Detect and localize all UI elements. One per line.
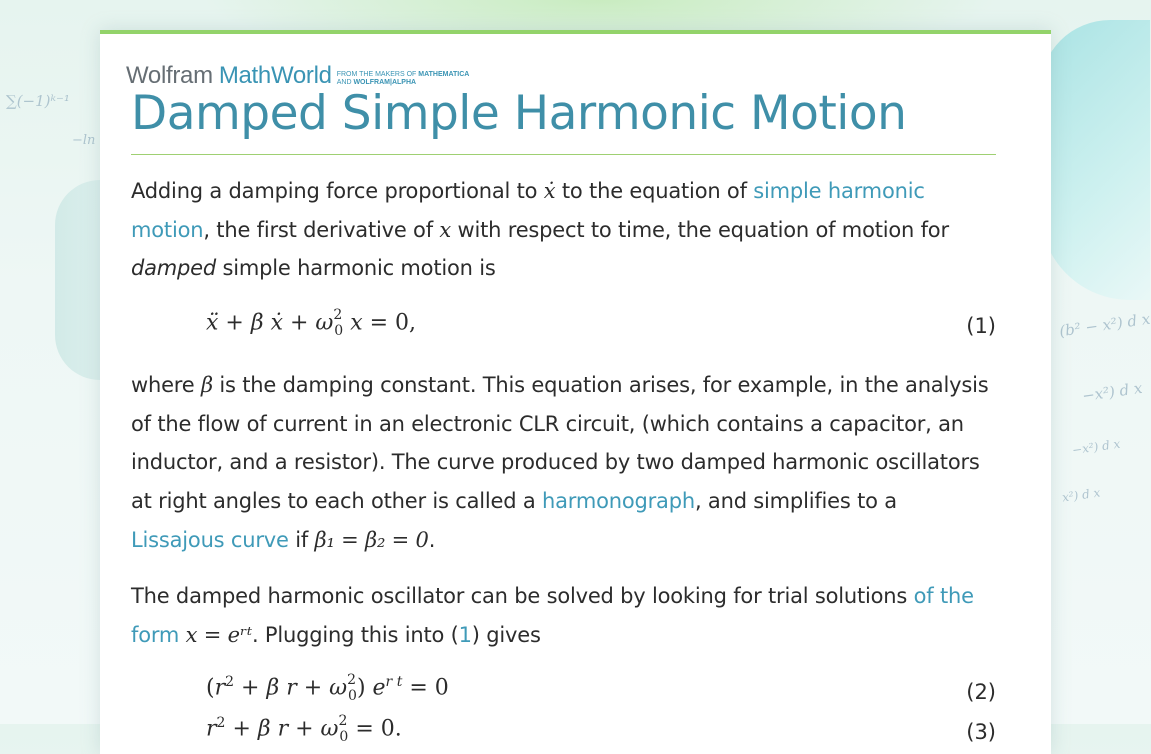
- background-formula-right-2: −x²) d x: [1080, 378, 1143, 406]
- title-divider: [131, 154, 996, 155]
- background-formula-sum: ∑(−1)ᵏ⁻¹: [6, 92, 70, 110]
- paragraph-intro: Adding a damping force proportional to ẋ to the equation of simple harmonic motion, the first derivative of x with respect to time, the equation of motion for damped simple harmonic motion is: [131, 179, 949, 281]
- paragraph-trial-solution: The damped harmonic oscillator can be solved by looking for trial solutions of the form x = eʳᵗ. Plugging this into (1) gives: [131, 584, 974, 647]
- equation-1-number: (1): [966, 314, 996, 338]
- link-harmonograph[interactable]: harmonograph: [541, 489, 695, 514]
- article-card: [100, 30, 1051, 754]
- background-formula-right-3: −x²) d x: [1070, 436, 1121, 458]
- math-trial-solution: x = eʳᵗ: [185, 622, 252, 647]
- equation-2-number: (2): [966, 680, 996, 704]
- background-formula-ln: −ln: [72, 133, 96, 148]
- background-formula-right-1: (b² − x²) d x: [1057, 309, 1151, 341]
- logo-wolfram-text: Wolfram: [126, 62, 213, 89]
- math-x: x: [439, 217, 452, 242]
- link-simple-harmonic-motion[interactable]: simple harmonic motion: [131, 179, 925, 242]
- equation-3-number: (3): [966, 720, 996, 744]
- equation-1: ẍ + β ẋ + $\omega^2_0$ x = 0,: [206, 307, 417, 339]
- background-formula-right-4: x²) d x: [1060, 485, 1101, 505]
- math-x-dot: ẋ: [543, 179, 556, 203]
- logo-mathworld-text: MathWorld: [218, 62, 332, 89]
- link-lissajous-curve[interactable]: Lissajous curve: [131, 527, 289, 552]
- logo-tagline: FROM THE MAKERS OF MATHEMATICA AND WOLFRAM|ALPHA: [336, 71, 470, 86]
- page-title: Damped Simple Harmonic Motion: [131, 86, 907, 141]
- math-beta-condition: β₁ = β₂ = 0: [314, 527, 429, 552]
- background-decoration-right: [1040, 20, 1150, 300]
- link-equation-1[interactable]: 1: [458, 622, 472, 647]
- equation-3: $r^2 + \beta$ $r + \omega^2_0 = 0$.: [206, 713, 402, 745]
- paragraph-damping-constant: where β is the damping constant. This equation arises, for example, in the analysis of the flow of current in an electronic CLR circuit, (which contains a capacitor, an inductor, and a resistor). The curve produced by two damped harmonic oscillators at right angles to each other is called a harmonograph, and simplifies to a Lissajous curve if β₁ = β₂ = 0.: [131, 373, 989, 552]
- link-of-the-form[interactable]: of the form: [131, 584, 974, 647]
- math-beta: β: [200, 373, 213, 397]
- equation-2: ($r^2 + \beta$ $r + \omega^2_0$) $e^{r t} = 0$: [206, 672, 449, 704]
